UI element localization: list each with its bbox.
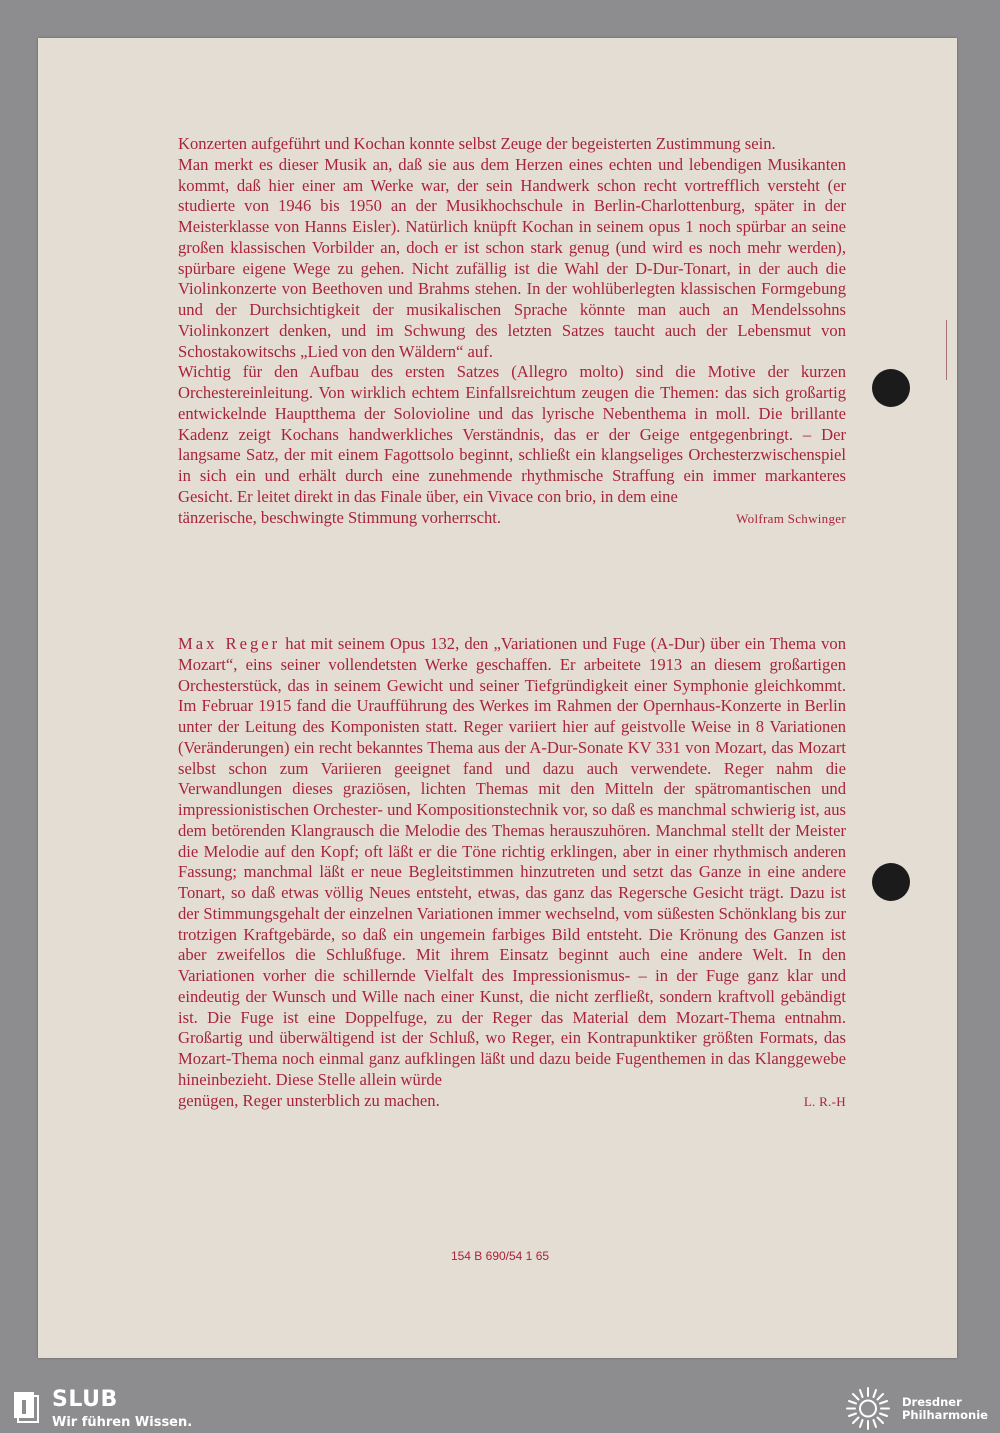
punch-hole — [872, 863, 910, 901]
partner-name[interactable] — [902, 1396, 988, 1422]
library-name[interactable]: SLUB — [52, 1387, 118, 1412]
author-signature: L. R.-H — [803, 1093, 846, 1109]
print-code: 154 B 690/54 1 65 — [450, 1249, 550, 1263]
partner-name-line: Dresdner — [902, 1395, 962, 1409]
article-reger — [178, 634, 846, 1112]
composer-name: Max Reger — [178, 634, 281, 653]
edge-mark — [946, 320, 947, 380]
author-signature: Wolfram Schwinger — [736, 510, 846, 526]
partner-name-line: Philharmonie — [902, 1408, 988, 1422]
slub-book-icon[interactable] — [12, 1390, 40, 1426]
paragraph-text — [178, 634, 846, 1091]
paragraph-closing-line — [178, 508, 846, 530]
paragraph-text: Wichtig für den Aufbau des ersten Satzes (Allegro molto) sind die Motive der kurzen Orchestereinleitung. Von wirklich echtem Einfallsreichtum zeugen die Themen: das sich großartig entwickelnde Hauptthema der Solovioline und das lyrische Nebenthema in moll. Die brillante Kadenz zeigt Kochans handwerkliches Verständnis, das er der Geige entgegenbringt. – Der langsame Satz, der mit einem Fagottsolo beginnt, schließt ein klangseliges Orchesterzwischenspiel in sich ein und erhält durch eine zunehmende rhythmische Straffung ein immer markanteres Gesicht. Er leitet direkt in das Finale über, ein Vivace con brio, in dem eine — [178, 362, 846, 506]
library-tagline: Wir führen Wissen. — [52, 1415, 193, 1430]
philharmonie-sunburst-icon[interactable] — [842, 1384, 894, 1433]
paragraph-closing-line — [178, 1091, 846, 1113]
paragraph-body: hat mit seinem Opus 132, den „Variationen und Fuge (A-Dur) über ein Thema von Mozart“, eins seiner vollendetsten Werke geschaffen. Er arbeitete 1913 an diesem großartigen Orchesterstück, das in seinem Gewicht und seiner Tiefgründigkeit einer Symphonie gleichkommt. Im Februar 1915 fand die Uraufführung des Werkes im Rahmen der Opernhaus-Konzerte in Berlin unter der Leitung des Komponisten statt. Reger variiert hier auf geistvolle Weise in 8 Variationen (Veränderungen) ein recht bekanntes Thema aus der A-Dur-Sonate KV 331 von Mozart, das Mozart selbst schon zum Variieren geeignet fand und dazu auch verwendete. Reger nahm die Verwandlungen dieses graziösen, lichten Themas mit den Mitteln der spätromantischen und impressionistischen Orchester- und Kompositionstechnik vor, so daß es manchmal schwierig ist, aus dem betörenden Klangrausch die Melodie des Themas herauszuhören. Manchmal stellt der Meister die Melodie auf den Kopf; oft läßt er die Töne richtig erklingen, aber in einer rhythmisch anderen Fassung; manchmal läßt er neue Begleitstimmen hinzutreten und setzt das Ganze in eine andere Tonart, so daß etwas völlig Neues entsteht, etwas, das ganz das Regersche Gesicht trägt. Dazu ist der Stimmungsgehalt der einzelnen Variationen immer wechselnd, vom süßesten Schönklang bis zur trotzigen Kraftgebärde, so daß ein ungemein farbiges Bild entsteht. Die Krönung des Ganzen ist aber zweifellos die Schlußfuge. Mit ihrem Einsatz beginnt auch eine andere Welt. In den Variationen vorher die schillernde Vielfalt des Impressionismus- – in der Fuge ganz klar und eindeutig der Wunsch und Wille nach einer Kunst, die nicht zerfließt, sondern kraftvoll gebändigt ist. Die Fuge ist eine Doppelfuge, zu der Reger das Material dem Mozart-Thema entnahm. Großartig und überwältigend ist der Schluß, wo Reger, ein Kontrapunktiker größten Formats, das Mozart-Thema noch einmal ganz aufklingen läßt und dazu beide Fugenthemen in das Klanggewebe hineinbezieht. Diese Stelle allein würde — [178, 634, 847, 1089]
paragraph-text: Man merkt es dieser Musik an, daß sie aus dem Herzen eines echten und lebendigen Musikanten kommt, daß hier einer am Werke war, der sein Handwerk schon recht vortrefflich versteht (er studierte von 1946 bis 1950 an der Musikhochschule in Berlin-Charlottenburg, später in der Meisterklasse von Hanns Eisler). Natürlich knüpft Kochan in seinem opus 1 noch spürbar an seine großen klassischen Vorbilder an, doch er ist schon stark genug (und wird es noch mehr werden), spürbare eigene Wege zu gehen. Nicht zufällig ist die Wahl der D-Dur-Tonart, in der auch die Violinkonzerte von Beethoven und Brahms stehen. In der wohlüberlegten klassischen Formgebung und der Durchsichtigkeit der musikalischen Sprache könnte man auch an Mendelssohns Violinkonzert denken, und im Schwung des letzten Satzes taucht auch der Lebensmut von Schostakowitschs „Lied von den Wäldern“ auf. — [178, 154, 846, 361]
paragraph-text: Konzerten aufgeführt und Kochan konnte selbst Zeuge der begeisterten Zustimmung sein. — [178, 134, 776, 153]
punch-hole — [872, 369, 910, 407]
paragraph-text: tänzerische, beschwingte Stimmung vorherrscht. — [178, 507, 502, 527]
paragraph-text: genügen, Reger unsterblich zu machen. — [178, 1090, 440, 1110]
footer-bar — [0, 1384, 1000, 1433]
article-kochan — [178, 134, 846, 529]
